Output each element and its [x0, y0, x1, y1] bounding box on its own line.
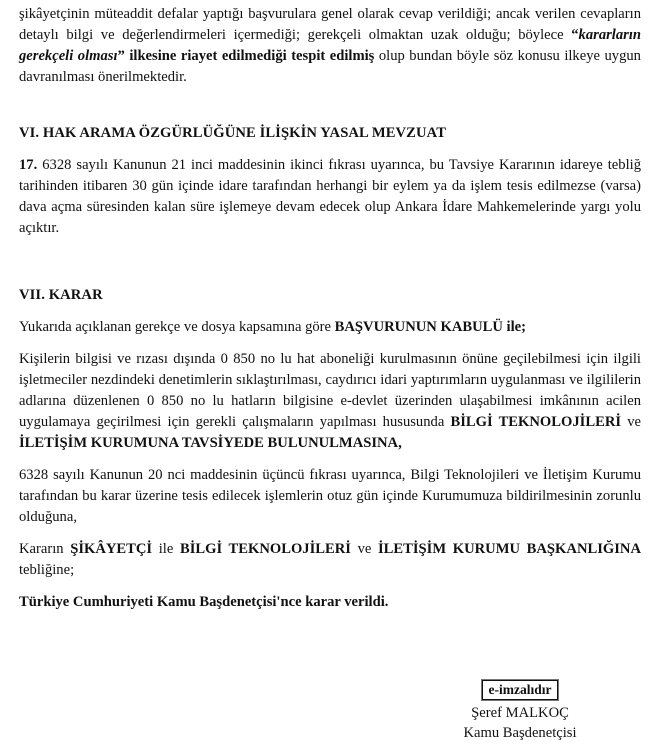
decision-paragraph-2: [19, 349, 641, 454]
decision-2-text: Kişilerin bilgisi ve rızası dışında 0 850 no lu hat aboneliği kurulmasının önüne geçilebilmesi için ilgili işletmeciler nezdindeki denetimlerin sıklaştırılması, caydırıcı idari yaptırımların uygulanması ve ilgililerin adlarına düzenlenen 0 850 no lu hatların bilgisine e-devlet üzerinden ulaşabilmesi imkânının acilen uygulamaya geçirilmesi için gerekli çalışmaların yapılması hususunda: [19, 351, 641, 430]
decision-1-bold: BAŞVURUNUN KABULÜ ile;: [334, 319, 526, 335]
decision-5-bold: Türkiye Cumhuriyeti Kamu Başdenetçisi'nce karar verildi.: [19, 594, 389, 610]
decision-4-bold-3: İLETİŞİM KURUMU BAŞKANLIĞINA: [378, 541, 642, 557]
document-page: [19, 4, 641, 613]
decision-4-bold-1: ŞİKÂYETÇİ: [70, 541, 153, 557]
intro-tail: olup bundan böyle söz konusu ilkeye uygun davranılması önerilmektedir.: [19, 48, 641, 85]
decision-2-bold-1: BİLGİ TEKNOLOJİLERİ: [450, 414, 622, 430]
quote-rest: ” ilkesine riayet edilmediği tespit edilmiş: [117, 48, 375, 64]
signer-name: Şeref MALKOÇ: [471, 705, 569, 721]
signature-block: [430, 680, 610, 743]
paragraph-17-text: 6328 sayılı Kanunun 21 inci maddesinin ikinci fıkrası uyarınca, bu Tavsiye Kararının idareye tebliğ tarihinden itibaren 30 gün içinde idare tarafından herhangi bir eylem ya da işlem tesis edilmezse (varsa) dava açma süresinden kalan süre işlemeye devam edecek olup Ankara İdare Mahkemelerinde yargı yolu açıktır.: [19, 157, 641, 236]
decision-4-mid-1: ile: [152, 541, 180, 557]
decision-paragraph-5: [19, 592, 641, 613]
section-vii-heading: VII. KARAR: [19, 287, 103, 303]
paragraph-number: 17.: [19, 157, 38, 173]
quote-open: “: [571, 27, 579, 43]
intro-paragraph: [19, 4, 641, 88]
decision-4-tail: tebliğine;: [19, 562, 75, 578]
decision-4-mid-2: ve: [350, 541, 378, 557]
decision-1-text: Yukarıda açıklanan gerekçe ve dosya kapsamına göre: [19, 319, 335, 335]
decision-4-bold-2: BİLGİ TEKNOLOJİLERİ: [179, 541, 351, 557]
signer-title: Kamu Başdenetçisi: [463, 725, 577, 741]
decision-2-mid: ve: [621, 414, 641, 430]
quote-italic: kararların gerekçeli olması: [19, 27, 641, 64]
decision-2-bold-2: İLETİŞİM KURUMUNA TAVSİYEDE BULUNULMASINA,: [19, 435, 402, 451]
decision-paragraph-1: [19, 317, 641, 338]
decision-paragraph-4a: [19, 539, 641, 581]
decision-4-lead: Kararın: [19, 541, 71, 557]
decision-paragraph-3: 6328 sayılı Kanunun 20 nci maddesinin üçüncü fıkrası uyarınca, Bilgi Teknolojileri ve İletişim Kurumu tarafından bu karar üzerine tesis edilecek işlemlerin otuz gün içinde Kurumumuza bildirilmesinin zorunlu olduğuna,: [19, 467, 641, 525]
intro-text: şikâyetçinin müteaddit defalar yaptığı başvurulara genel olarak cevap verildiği; ancak verilen cevapların detaylı bilgi ve değerlendirmeleri içermediği; gerekçeli olmaktan uzak olduğu; böylece: [19, 6, 641, 43]
paragraph-17: [19, 155, 641, 239]
e-signature-stamp: e-imzalıdır: [482, 680, 559, 700]
section-vi-heading: VI. HAK ARAMA ÖZGÜRLÜĞÜNE İLİŞKİN YASAL MEVZUAT: [19, 125, 447, 141]
